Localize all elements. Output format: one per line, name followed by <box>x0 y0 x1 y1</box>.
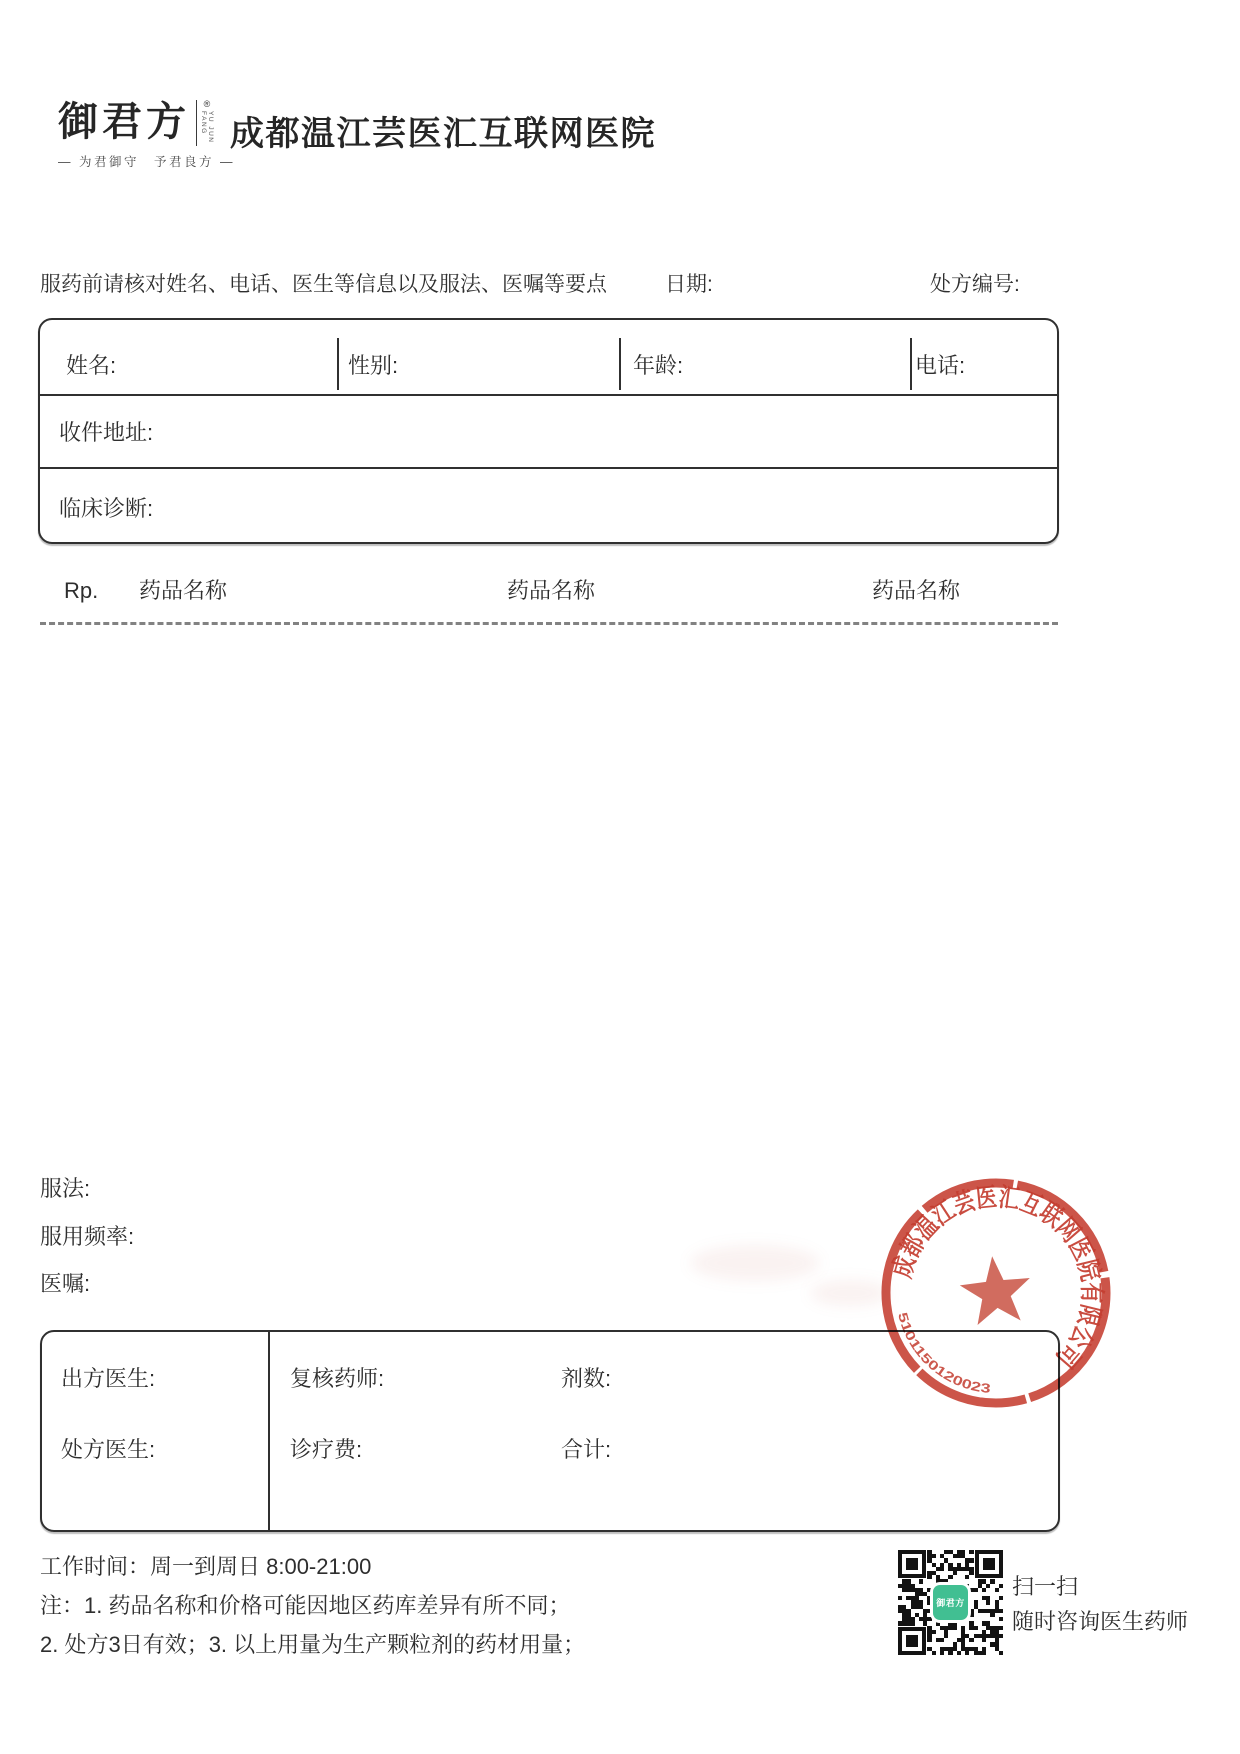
signoff-column-divider <box>268 1332 270 1530</box>
phone-label: 电话: <box>915 353 966 378</box>
diagnosis-label: 临床诊断: <box>59 496 154 521</box>
ink-smudge <box>690 1245 820 1281</box>
column-divider <box>619 338 621 390</box>
logo-tagline: — 为君御守 予君良方 — <box>58 155 235 169</box>
rp-column-header-2: 药品名称 <box>507 578 596 603</box>
review-pharmacist-label: 复核药师: <box>290 1366 385 1391</box>
address-label: 收件地址: <box>59 420 154 445</box>
usage-frequency-label: 服用频率: <box>40 1224 135 1249</box>
prescription-no-label: 处方编号: <box>930 273 1020 296</box>
note-line-2: 2. 处方3日有效；3. 以上用量为生产颗粒剂的药材用量； <box>40 1632 586 1657</box>
rp-dashed-separator <box>40 622 1058 625</box>
patient-info-box <box>38 318 1059 544</box>
column-divider <box>337 338 339 390</box>
logo-side-mark <box>196 100 214 146</box>
qr-code <box>898 1550 1003 1655</box>
qr-finder-icon <box>975 1550 1003 1578</box>
rp-column-header-1: 药品名称 <box>139 578 228 603</box>
qr-caption-consult: 随时咨询医生药师 <box>1012 1609 1189 1634</box>
doses-label: 剂数: <box>561 1366 612 1391</box>
gender-label: 性别: <box>348 353 399 378</box>
hospital-stamp <box>853 1150 1139 1436</box>
qr-center-logo <box>933 1585 968 1620</box>
rp-column-header-3: 药品名称 <box>872 578 961 603</box>
row-divider <box>40 394 1057 396</box>
qr-finder-icon <box>898 1550 926 1578</box>
registered-trademark-icon: ® <box>203 99 211 109</box>
rp-label: Rp. <box>64 578 99 603</box>
stamp-star <box>957 1253 1034 1327</box>
qr-finder-icon <box>898 1627 926 1655</box>
consultation-fee-label: 诊疗费: <box>290 1437 363 1462</box>
age-label: 年龄: <box>633 353 684 378</box>
doctor-advice-label: 医嘱: <box>40 1271 91 1296</box>
column-divider <box>910 338 912 390</box>
stamp-serial-number: 5101150120023 <box>895 1310 989 1396</box>
qr-caption-scan: 扫一扫 <box>1012 1574 1079 1599</box>
note-line-1: 注：1. 药品名称和价格可能因地区药库差异有所不同； <box>40 1593 571 1618</box>
row-divider <box>40 467 1057 469</box>
working-hours-text: 工作时间：周一到周日 8:00-21:00 <box>40 1554 372 1579</box>
notice-text: 服药前请核对姓名、电话、医生等信息以及服法、医嘱等要点 <box>40 273 607 296</box>
stamp-ring-text: 成都温江芸医汇互联网医院有限公司 <box>886 1180 1108 1378</box>
name-label: 姓名: <box>66 353 117 378</box>
hospital-title: 成都温江芸医汇互联网医院 <box>230 115 656 153</box>
total-label: 合计: <box>561 1437 612 1462</box>
logo-text: 御君方 <box>58 99 190 144</box>
logo-side-text: YU JUN FANG <box>200 111 214 144</box>
usage-method-label: 服法: <box>40 1176 91 1201</box>
issuing-doctor-label: 出方医生: <box>61 1366 156 1391</box>
date-label: 日期: <box>665 273 713 296</box>
prescribing-doctor-label: 处方医生: <box>61 1437 156 1462</box>
qr-logo-text: 御君方 <box>936 1598 965 1608</box>
brand-logo <box>58 100 214 146</box>
